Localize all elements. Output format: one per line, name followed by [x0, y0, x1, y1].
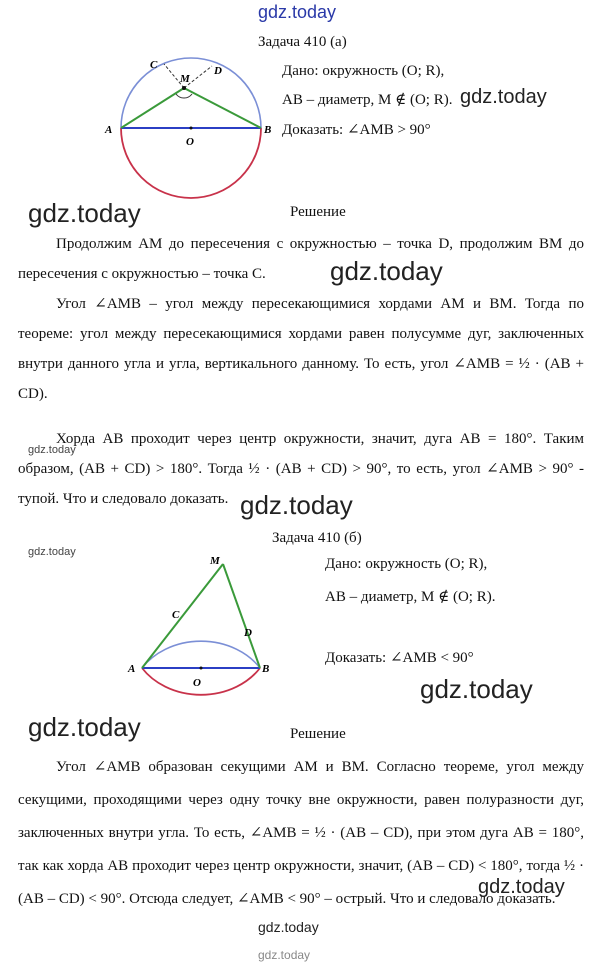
- watermark: gdz.today: [330, 256, 443, 286]
- watermark: gdz.today: [240, 490, 353, 520]
- label-c: C: [150, 59, 158, 71]
- watermark: gdz.today: [460, 86, 547, 108]
- secant-am: [142, 564, 223, 668]
- label-d: D: [214, 65, 222, 77]
- watermark: gdz.today: [258, 2, 337, 22]
- angle-arc: [176, 94, 192, 98]
- problem-title-a: Задача 410 (а): [258, 34, 347, 50]
- given-line-2-a: AB – диаметр, M ∉ (O; R).: [282, 92, 453, 108]
- given-line-1-a: Дано: окружность (O; R),: [282, 63, 445, 79]
- label-a: A: [128, 663, 136, 675]
- label-b: B: [264, 124, 272, 136]
- solution-paragraph-1-b: Угол ∠AMB образован секущими AM и BM. Согласно теореме, угол между секущими, проходящими через одну точку вне окружности, равен полуразности дуг, заключенных внутри угла. То есть, ∠AMB = ½ · (AB – CD), при этом дуга AB = 180°, так как хорда AB проходит через центр окружности, значит, (AB – CD) < 180°, тогда ½ · (AB – CD) < 90°. Отсюда следует, ∠AMB < 90° – острый. Что и следовало доказать.: [18, 759, 584, 907]
- chord-bm: [184, 88, 261, 128]
- given-line-2-b: AB – диаметр, M ∉ (O; R).: [325, 589, 496, 605]
- label-d: D: [244, 627, 252, 639]
- prove-line-a: Доказать: ∠AMB > 90°: [282, 122, 431, 138]
- prove-line-b: Доказать: ∠AMB < 90°: [325, 650, 474, 666]
- label-o: O: [186, 136, 194, 148]
- label-o: O: [193, 677, 201, 689]
- solution-paragraph-3-a: Хорда AB проходит через центр окружности, значит, дуга AB = 180°. Таким образом, (AB + CD) > 180°. Тогда ½ · (AB + CD) > 90°, то есть, угол ∠AMB > 90° - тупой. Что и следовало доказать.: [18, 431, 584, 507]
- watermark: gdz.today: [258, 919, 319, 935]
- label-a: A: [105, 124, 113, 136]
- label-c: C: [172, 609, 180, 621]
- label-m: M: [180, 73, 190, 85]
- watermark: gdz.today: [28, 712, 141, 742]
- watermark: gdz.today: [420, 674, 533, 704]
- solution-heading-b: Решение: [290, 726, 346, 742]
- watermark: gdz.today: [28, 444, 76, 456]
- point-o: [200, 667, 203, 670]
- given-line-1-b: Дано: окружность (O; R),: [325, 556, 488, 572]
- watermark: gdz.today: [28, 546, 76, 558]
- label-b: B: [262, 663, 270, 675]
- point-o: [190, 127, 193, 130]
- solution-heading-a: Решение: [290, 204, 346, 220]
- watermark: gdz.today: [478, 876, 565, 898]
- point-m: [182, 86, 186, 90]
- diagram-b: [120, 552, 280, 702]
- label-m: M: [210, 555, 220, 567]
- solution-paragraph-2-a: Угол ∠AMB – угол между пересекающимися хордами AM и BM. Тогда по теореме: угол между пересекающимися хордами равен полусумме дуг, заключенных внутри данного угла и угла, вертикального данному. То есть, угол ∠AMB = ½ · (AB + CD).: [18, 296, 584, 402]
- lower-arc: [142, 668, 260, 695]
- watermark: gdz.today: [258, 948, 311, 962]
- problem-title-b: Задача 410 (б): [272, 530, 362, 546]
- watermark: gdz.today: [28, 198, 141, 228]
- solution-paragraph-1-a: Продолжим AM до пересечения с окружностью – точка D, продолжим BM до пересечения с окружностью – точка C.: [18, 236, 584, 282]
